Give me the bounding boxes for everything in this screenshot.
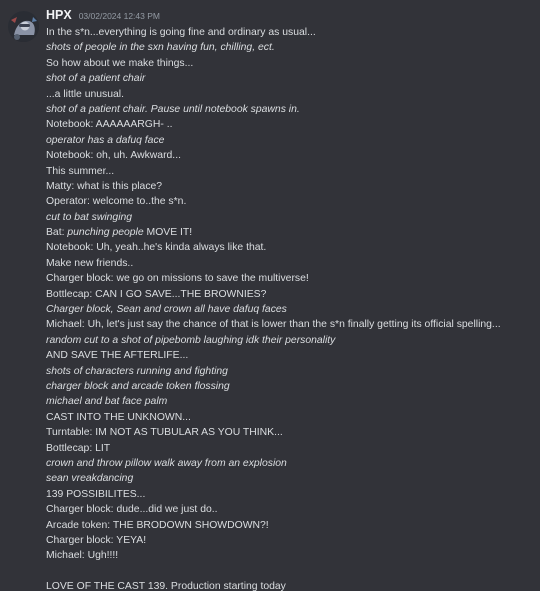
line-text: charger block and arcade token flossing bbox=[46, 380, 230, 392]
line-prefix: Bat: bbox=[46, 227, 68, 239]
line-text: This summer... bbox=[46, 165, 115, 177]
line-text: Michael: Ugh!!!! bbox=[46, 550, 119, 562]
message-line bbox=[46, 456, 532, 471]
line-text: Make new friends.. bbox=[46, 257, 134, 269]
line-text: sean vreakdancing bbox=[46, 473, 134, 485]
line-text: crown and throw pillow walk away from an explosion bbox=[46, 457, 287, 469]
message-line bbox=[46, 148, 532, 163]
avatar[interactable] bbox=[8, 11, 39, 42]
line-text: shots of people in the sxn having fun, chilling, ect. bbox=[46, 42, 275, 54]
message-line bbox=[46, 210, 532, 225]
message-line bbox=[46, 25, 532, 40]
line-text: Matty: what is this place? bbox=[46, 180, 163, 192]
line-text: shot of a patient chair. Pause until notebook spawns in. bbox=[46, 103, 300, 115]
message-line bbox=[46, 379, 532, 394]
line-text: Charger block: we go on missions to save the multiverse! bbox=[46, 273, 309, 285]
line-text: AND SAVE THE AFTERLIFE... bbox=[46, 350, 189, 362]
message-line bbox=[46, 87, 532, 102]
line-text: 139 POSSIBILITES... bbox=[46, 488, 146, 500]
line-text: So how about we make things... bbox=[46, 57, 194, 69]
message-line bbox=[46, 518, 532, 533]
line-text: shots of characters running and fighting bbox=[46, 365, 228, 377]
message-line bbox=[46, 348, 532, 363]
line-italic-text: punching people bbox=[67, 227, 144, 239]
line-text: Turntable: IM NOT AS TUBULAR AS YOU THINK... bbox=[46, 427, 283, 439]
message-line bbox=[46, 179, 532, 194]
message-line bbox=[46, 441, 532, 456]
message-line bbox=[46, 333, 532, 348]
message-line bbox=[46, 471, 532, 486]
line-text: Bottlecap: CAN I GO SAVE...THE BROWNIES? bbox=[46, 288, 267, 300]
username[interactable]: HPX bbox=[46, 8, 72, 22]
line-text: Charger block: dude...did we just do.. bbox=[46, 504, 218, 516]
message-content bbox=[46, 25, 532, 591]
line-text: Operator: welcome to..the s*n. bbox=[46, 196, 187, 208]
avatar-icon bbox=[8, 11, 39, 42]
line-text: In the s*n...everything is going fine and ordinary as usual... bbox=[46, 27, 316, 38]
message-line bbox=[46, 302, 532, 317]
message-line bbox=[46, 225, 532, 240]
line-text: Notebook: AAAAAARGH- .. bbox=[46, 119, 173, 131]
message-line bbox=[46, 533, 532, 548]
message-line bbox=[46, 71, 532, 86]
line-text: Arcade token: THE BRODOWN SHOWDOWN?! bbox=[46, 519, 269, 531]
line-text: Notebook: oh, uh. Awkward... bbox=[46, 150, 181, 162]
message-line bbox=[46, 410, 532, 425]
timestamp[interactable]: 03/02/2024 12:43 PM bbox=[78, 11, 160, 21]
message-line bbox=[46, 117, 532, 132]
line-text: random cut to a shot of pipebomb laughing idk their personality bbox=[46, 334, 336, 346]
line-suffix: MOVE IT! bbox=[143, 227, 193, 239]
line-text: operator has a dafuq face bbox=[46, 134, 165, 146]
line-text: CAST INTO THE UNKNOWN... bbox=[46, 411, 191, 423]
message-line bbox=[46, 317, 532, 332]
message-line bbox=[46, 425, 532, 440]
line-text: Charger block, Sean and crown all have dafuq faces bbox=[46, 304, 287, 316]
message-line bbox=[46, 502, 532, 517]
line-text: Michael: Uh, let's just say the chance of that is lower than the s*n finally getting its official spelling... bbox=[46, 319, 501, 331]
message-line bbox=[46, 487, 532, 502]
line-text: michael and bat face palm bbox=[46, 396, 168, 408]
message-line bbox=[46, 579, 532, 591]
line-text: cut to bat swinging bbox=[46, 211, 133, 223]
line-text: ...a little unusual. bbox=[46, 88, 124, 100]
line-text: Bottlecap: LIT bbox=[46, 442, 111, 454]
message-line bbox=[46, 56, 532, 71]
line-text: LOVE OF THE CAST 139. Production starting today bbox=[46, 581, 286, 591]
message-line bbox=[46, 102, 532, 117]
message-line bbox=[46, 256, 532, 271]
message-header bbox=[46, 8, 160, 26]
line-text: Notebook: Uh, yeah..he's kinda always like that. bbox=[46, 242, 267, 254]
message-line bbox=[46, 394, 532, 409]
message-line bbox=[46, 194, 532, 209]
message-line bbox=[46, 240, 532, 255]
message-line bbox=[46, 364, 532, 379]
message-line bbox=[46, 271, 532, 286]
message-line bbox=[46, 548, 532, 563]
message-line bbox=[46, 164, 532, 179]
message-line bbox=[46, 133, 532, 148]
message-line bbox=[46, 564, 532, 579]
line-text: Charger block: YEYA! bbox=[46, 534, 147, 546]
message-line bbox=[46, 40, 532, 55]
line-text: shot of a patient chair bbox=[46, 73, 146, 85]
message-line bbox=[46, 287, 532, 302]
